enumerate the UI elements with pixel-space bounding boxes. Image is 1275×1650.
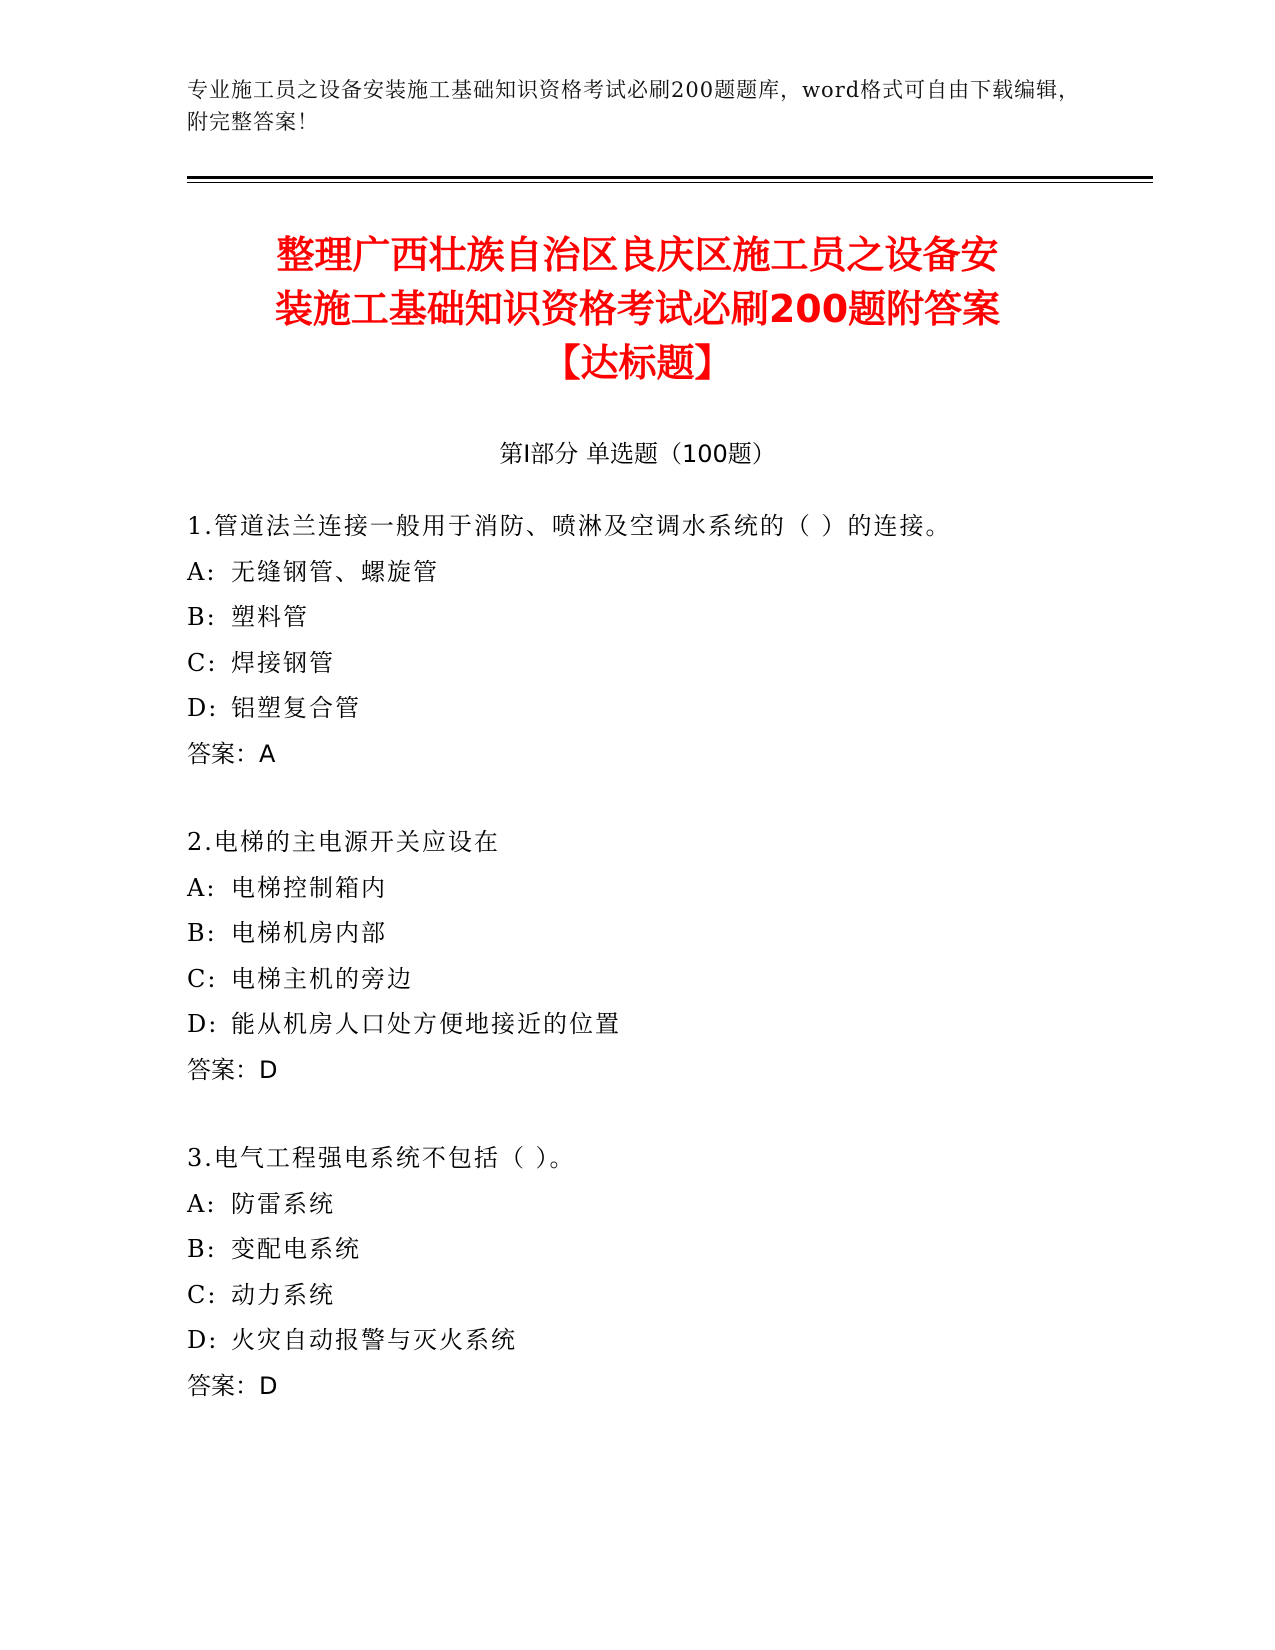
title-line-1: 整理广西壮族自治区良庆区施工员之设备安 — [276, 233, 999, 277]
option-text: 能从机房人口处方便地接近的位置 — [231, 1010, 621, 1038]
option-c — [187, 641, 1087, 687]
option-letter: C: — [187, 1280, 218, 1309]
option-text: 火灾自动报警与灭火系统 — [231, 1326, 517, 1354]
question-3 — [187, 1136, 1087, 1409]
option-text: 变配电系统 — [231, 1235, 361, 1263]
option-text: 铝塑复合管 — [231, 694, 361, 722]
option-b — [187, 911, 1087, 957]
answer-line: 答案：A — [187, 739, 276, 768]
title-line-3: 【达标题】 — [542, 341, 733, 385]
answer-line: 答案：D — [187, 1371, 278, 1400]
option-text: 电梯机房内部 — [231, 919, 387, 947]
option-d — [187, 1318, 1087, 1364]
option-letter: A: — [187, 873, 217, 902]
option-c — [187, 1273, 1087, 1319]
option-text: 焊接钢管 — [231, 648, 335, 677]
option-text: 防雷系统 — [231, 1189, 335, 1218]
title-line-2: 装施工基础知识资格考试必刷200题附答案 — [274, 287, 1001, 331]
option-letter: B: — [187, 603, 217, 631]
option-letter: D: — [187, 1326, 219, 1354]
option-c — [187, 957, 1087, 1003]
option-text: 无缝钢管、螺旋管 — [231, 557, 439, 586]
section-title: 第I部分 单选题（100题） — [499, 440, 776, 468]
option-letter: D: — [187, 1010, 219, 1038]
option-b — [187, 595, 1087, 641]
option-letter: B: — [187, 919, 217, 947]
option-b — [187, 1227, 1087, 1273]
question-stem: 1.管道法兰连接一般用于消防、喷淋及空调水系统的（ ）的连接。 — [187, 512, 952, 540]
option-text: 塑料管 — [231, 603, 309, 631]
option-text: 电梯主机的旁边 — [231, 964, 413, 993]
option-letter: A: — [187, 557, 217, 586]
option-d — [187, 1002, 1087, 1048]
header-rule-thin — [187, 182, 1153, 183]
question-2 — [187, 820, 1087, 1093]
option-letter: C: — [187, 964, 218, 993]
option-letter: A: — [187, 1189, 217, 1218]
option-a — [187, 1182, 1087, 1228]
option-letter: B: — [187, 1235, 217, 1263]
option-d — [187, 686, 1087, 732]
document-title — [150, 228, 1125, 390]
question-1 — [187, 504, 1087, 777]
option-letter: C: — [187, 648, 218, 677]
header-rule-thick — [187, 176, 1153, 179]
option-letter: D: — [187, 694, 219, 722]
option-a — [187, 866, 1087, 912]
option-text: 电梯控制箱内 — [231, 873, 387, 902]
question-stem: 3.电气工程强电系统不包括（ ）。 — [187, 1144, 576, 1172]
option-a — [187, 550, 1087, 596]
header-note: 专业施工员之设备安装施工基础知识资格考试必刷200题题库，word格式可自由下载编辑，附完整答案！ — [187, 78, 1081, 134]
option-text: 动力系统 — [231, 1280, 335, 1309]
question-stem: 2.电梯的主电源开关应设在 — [187, 828, 500, 856]
answer-line: 答案：D — [187, 1055, 278, 1084]
